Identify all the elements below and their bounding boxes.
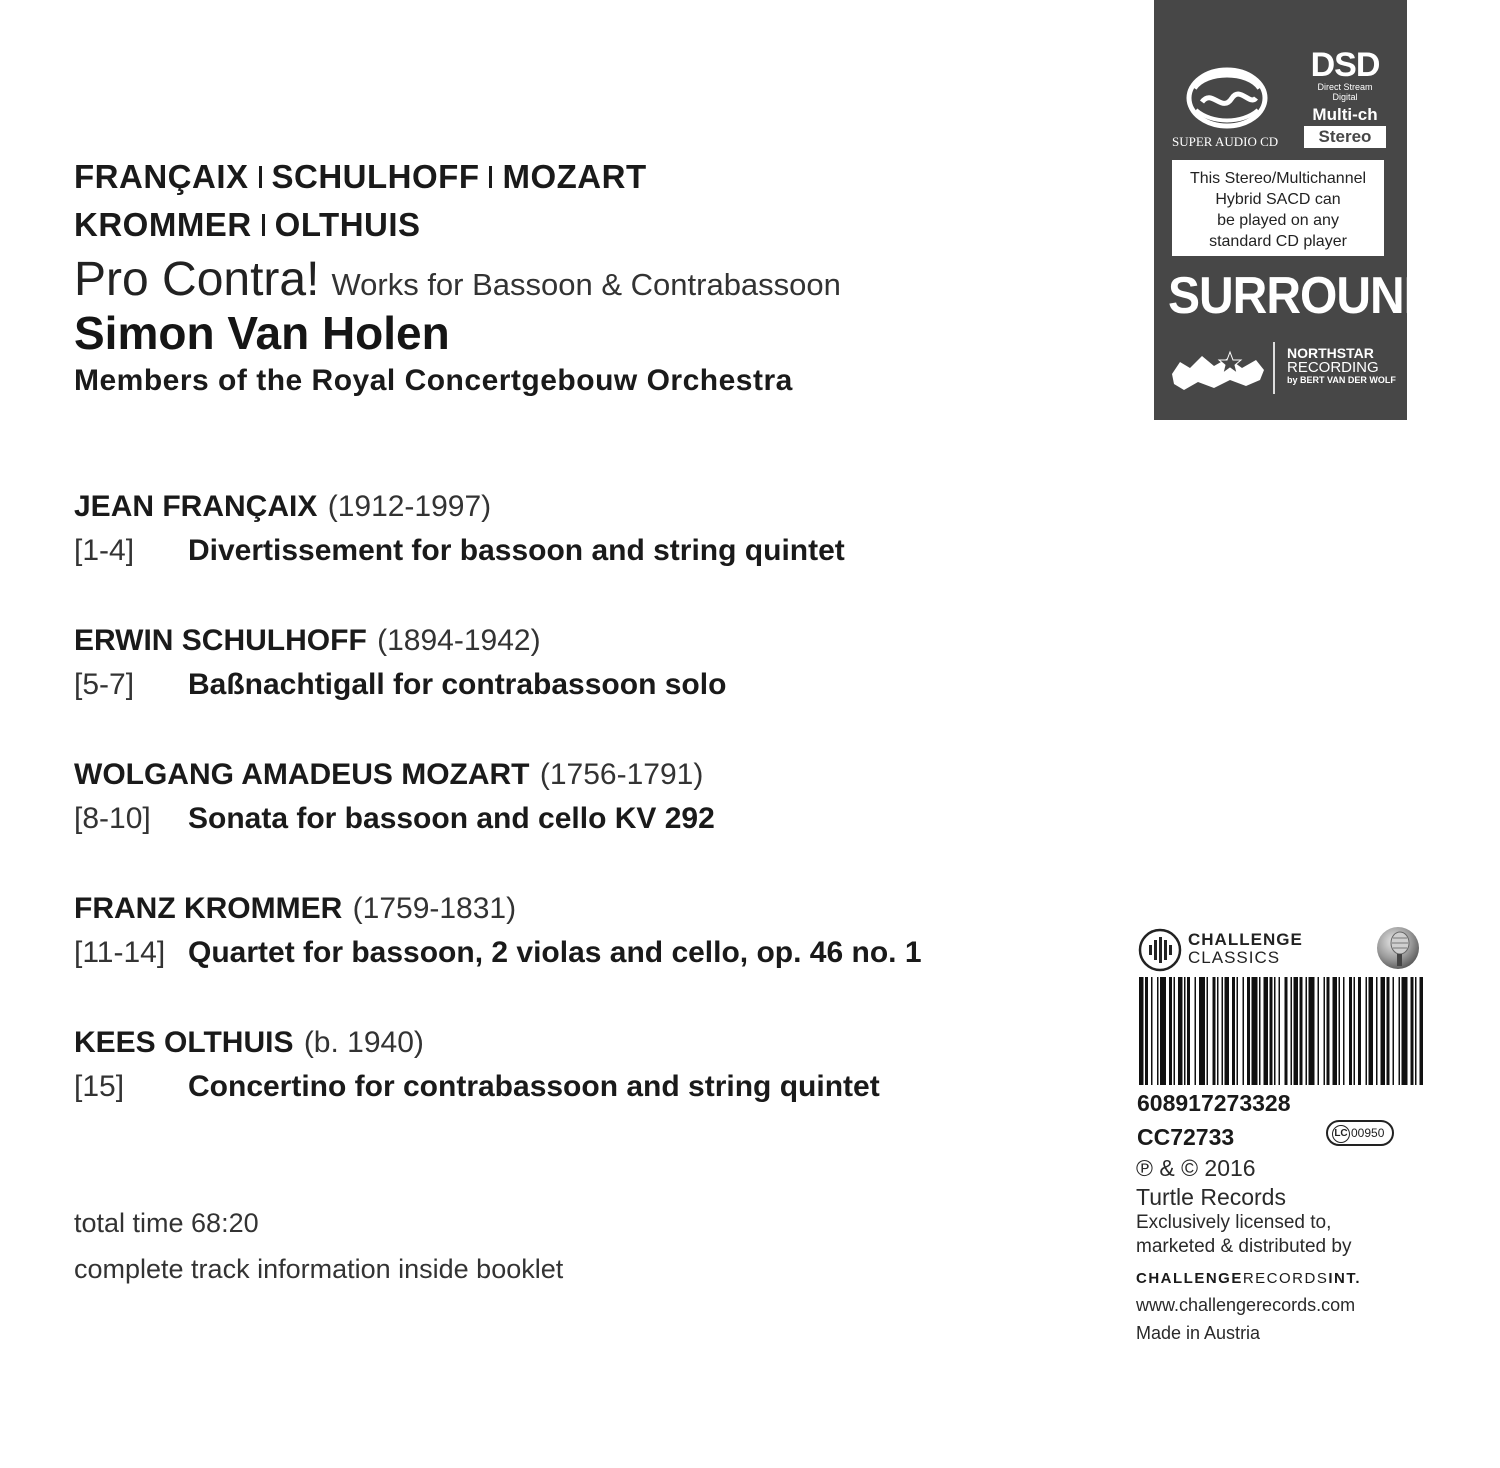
composer-header-mozart: MOZART bbox=[502, 158, 647, 195]
barcode-bar bbox=[1247, 977, 1250, 1085]
website: www.challengerecords.com bbox=[1136, 1295, 1356, 1315]
barcode-bar bbox=[1376, 977, 1378, 1085]
hybrid-line: standard CD player bbox=[1209, 233, 1347, 250]
hybrid-line: Hybrid SACD can bbox=[1215, 191, 1341, 208]
copyright: ℗ & © 2016 bbox=[1136, 1155, 1256, 1181]
barcode-bar bbox=[1420, 977, 1424, 1085]
northstar-line-3: by BERT VAN DER WOLF bbox=[1287, 375, 1396, 385]
barcode-bar bbox=[1393, 977, 1395, 1085]
northstar-logo-icon bbox=[1170, 346, 1266, 392]
barcode-bar bbox=[1327, 977, 1330, 1085]
label-code: 00950 bbox=[1351, 1126, 1385, 1140]
barcode-bar bbox=[1387, 977, 1390, 1085]
barcode-bar bbox=[1294, 977, 1299, 1085]
barcode-bar bbox=[1270, 977, 1273, 1085]
surround-label: SURROUND bbox=[1168, 267, 1438, 326]
barcode-bar bbox=[1318, 977, 1320, 1085]
barcode-bar bbox=[1195, 977, 1197, 1085]
challenge-classics-logo-icon bbox=[1138, 928, 1182, 972]
track-numbers: [11-14] bbox=[74, 936, 166, 969]
licensed-line-2: marketed & distributed by bbox=[1136, 1236, 1352, 1257]
barcode-bar bbox=[1217, 977, 1219, 1085]
composer-header-schulhoff: SCHULHOFF bbox=[271, 158, 480, 195]
work-krommer bbox=[74, 892, 1104, 970]
dsd-badge bbox=[1304, 48, 1386, 102]
booklet-note: complete track information inside booklet bbox=[74, 1254, 564, 1284]
challenge-label-sub: CLASSICS bbox=[1188, 948, 1281, 967]
composer-dates: (1894-1942) bbox=[377, 624, 541, 657]
work-title: Sonata for bassoon and cello KV 292 bbox=[188, 802, 715, 835]
composers-line-2 bbox=[74, 206, 421, 244]
track-numbers: [5-7] bbox=[74, 668, 135, 701]
barcode-bar bbox=[1324, 977, 1326, 1085]
composer-header-krommer: KROMMER bbox=[74, 206, 252, 243]
separator bbox=[489, 166, 492, 188]
barcode-bar bbox=[1415, 977, 1417, 1085]
barcode-bar bbox=[1207, 977, 1209, 1085]
artist-name: Simon Van Holen bbox=[74, 307, 450, 359]
barcode-bar bbox=[1300, 977, 1303, 1085]
made-in: Made in Austria bbox=[1136, 1323, 1261, 1343]
barcode-bar bbox=[1259, 977, 1261, 1085]
album-title: Pro Contra! bbox=[74, 253, 320, 306]
barcode-bar bbox=[1274, 977, 1276, 1085]
label-code-badge bbox=[1326, 1120, 1394, 1146]
hybrid-notice bbox=[1172, 160, 1384, 256]
barcode-bar bbox=[1366, 977, 1368, 1085]
dsd-sub-label: Direct Stream Digital bbox=[1317, 82, 1373, 102]
microphone-icon bbox=[1376, 926, 1420, 970]
barcode-bar bbox=[1279, 977, 1281, 1085]
barcode-bar bbox=[1222, 977, 1224, 1085]
barcode-bar bbox=[1243, 977, 1245, 1085]
barcode-bar bbox=[1232, 977, 1235, 1085]
barcode-bar bbox=[1145, 977, 1148, 1085]
challenge-label-name: CHALLENGE bbox=[1188, 930, 1303, 949]
composer-header-francaix: FRANÇAIX bbox=[74, 158, 249, 195]
dsd-label: DSD bbox=[1310, 46, 1380, 84]
composer-dates: (b. 1940) bbox=[303, 1026, 424, 1059]
northstar-line-1: NORTHSTAR bbox=[1287, 345, 1374, 361]
hybrid-line: be played on any bbox=[1217, 212, 1339, 229]
barcode-bar bbox=[1252, 977, 1258, 1085]
work-title: Quartet for bassoon, 2 violas and cello, op. 46 no. 1 bbox=[188, 936, 922, 969]
composers-line-1 bbox=[74, 158, 647, 196]
barcode-bar bbox=[1358, 977, 1361, 1085]
track-numbers: [8-10] bbox=[74, 802, 151, 835]
barcode-bar bbox=[1411, 977, 1414, 1085]
total-time: total time 68:20 bbox=[74, 1208, 259, 1238]
composer-dates: (1756-1791) bbox=[539, 758, 704, 791]
lc-icon: LC bbox=[1332, 1125, 1350, 1143]
northstar-text bbox=[1287, 346, 1396, 386]
work-title: Baßnachtigall for contrabassoon solo bbox=[188, 668, 727, 701]
barcode-bar bbox=[1139, 977, 1144, 1085]
composer-dates: (1912-1997) bbox=[327, 490, 492, 523]
barcode-bar bbox=[1174, 977, 1176, 1085]
barcode-bar bbox=[1184, 977, 1186, 1085]
composer-name: FRANZ KROMMER bbox=[74, 892, 343, 925]
work-olthuis bbox=[74, 1026, 1104, 1104]
work-title: Divertissement for bassoon and string quintet bbox=[188, 534, 845, 567]
cr-part-3: INT. bbox=[1328, 1270, 1362, 1287]
barcode-bar bbox=[1237, 977, 1239, 1085]
northstar-divider bbox=[1273, 342, 1275, 394]
album-title-block bbox=[74, 252, 841, 307]
barcode-bar bbox=[1333, 977, 1338, 1085]
barcode-number: 608917273328 bbox=[1137, 1090, 1291, 1116]
sacd-disc-icon bbox=[1172, 58, 1282, 134]
barcode-bar bbox=[1339, 977, 1341, 1085]
multich-label: Multi-ch bbox=[1312, 105, 1378, 124]
barcode-bar bbox=[1169, 977, 1172, 1085]
barcode-bar bbox=[1381, 977, 1386, 1085]
work-schulhoff bbox=[74, 624, 1104, 702]
composer-name: KEES OLTHUIS bbox=[74, 1026, 294, 1059]
licensed-line-1: Exclusively licensed to, bbox=[1136, 1212, 1332, 1233]
barcode-bar bbox=[1343, 977, 1345, 1085]
ensemble-name: Members of the Royal Concertgebouw Orchestra bbox=[74, 364, 793, 397]
barcode-bar bbox=[1199, 977, 1205, 1085]
copyright-owner: Turtle Records bbox=[1136, 1184, 1286, 1210]
barcode-bar bbox=[1225, 977, 1230, 1085]
composer-dates: (1759-1831) bbox=[352, 892, 517, 925]
album-subtitle: Works for Bassoon & Contrabassoon bbox=[331, 267, 841, 302]
barcode-bar bbox=[1306, 977, 1308, 1085]
barcode bbox=[1138, 977, 1424, 1085]
composer-name: WOLGANG AMADEUS MOZART bbox=[74, 758, 530, 791]
barcode-bar bbox=[1160, 977, 1166, 1085]
composer-name: ERWIN SCHULHOFF bbox=[74, 624, 367, 657]
barcode-bar bbox=[1354, 977, 1356, 1085]
separator bbox=[262, 214, 265, 236]
work-title: Concertino for contrabassoon and string quintet bbox=[188, 1070, 880, 1103]
work-francaix bbox=[74, 490, 1104, 568]
stereo-label: Stereo bbox=[1304, 126, 1386, 148]
barcode-bar bbox=[1291, 977, 1293, 1085]
barcode-bar bbox=[1399, 977, 1401, 1085]
barcode-bar bbox=[1178, 977, 1183, 1085]
barcode-bar bbox=[1402, 977, 1408, 1085]
barcode-bar bbox=[1264, 977, 1269, 1085]
work-mozart bbox=[74, 758, 1104, 836]
barcode-bar bbox=[1285, 977, 1288, 1085]
cr-part-1: CHALLENGE bbox=[1136, 1270, 1243, 1287]
track-numbers: [1-4] bbox=[74, 534, 135, 567]
sacd-panel bbox=[1154, 0, 1438, 420]
barcode-bar bbox=[1309, 977, 1315, 1085]
barcode-bar bbox=[1187, 977, 1190, 1085]
barcode-bar bbox=[1213, 977, 1216, 1085]
catalog-number: CC72733 bbox=[1137, 1124, 1235, 1150]
sacd-logo-text: SUPER AUDIO CD bbox=[1172, 134, 1279, 149]
hybrid-line: This Stereo/Multichannel bbox=[1189, 170, 1367, 187]
separator bbox=[259, 166, 262, 188]
barcode-bar bbox=[1369, 977, 1374, 1085]
composer-header-olthuis: OLTHUIS bbox=[274, 206, 421, 243]
track-numbers: [15] bbox=[74, 1070, 125, 1103]
northstar-line-2: RECORDING bbox=[1287, 359, 1379, 376]
challenge-records-logotype bbox=[1136, 1270, 1361, 1287]
barcode-bar bbox=[1151, 977, 1153, 1085]
cr-part-2: RECORDS bbox=[1242, 1270, 1329, 1287]
barcode-bar bbox=[1349, 977, 1352, 1085]
composer-name: JEAN FRANÇAIX bbox=[74, 490, 318, 523]
barcode-bar bbox=[1157, 977, 1159, 1085]
